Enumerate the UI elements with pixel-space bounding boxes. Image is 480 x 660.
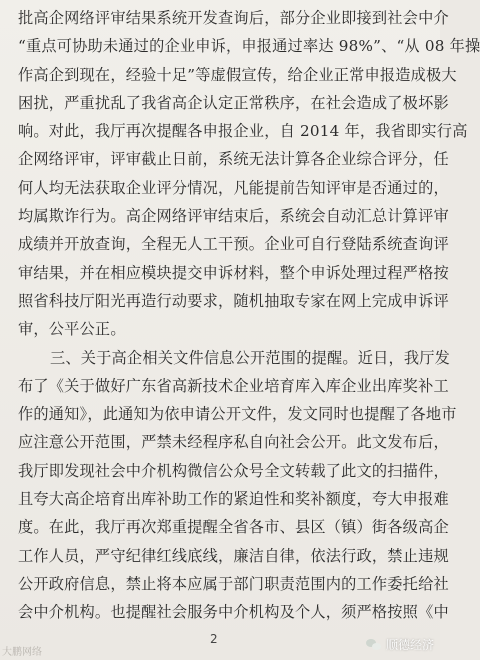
text-line: 企网络评审，评审截止日前，系统无法计算各企业综合评分，任 [18,150,449,169]
text-line: 审结果，并在相应模块提交申诉材料，整个申诉处理过程严格按 [18,263,449,282]
text-line: “重点可协助未通过的企业申诉，申报通过率达 98%”、“从 08 年操 [18,37,480,56]
section-heading-line: 三、关于高企相关文件信息公开范围的提醒。近日，我厅发 [50,348,451,367]
text-line: 批高企网络评审结果系统开发查询后，部分企业即接到社会中介 [18,9,449,27]
text-line: 作高企到现在，经验十足”等虚假宣传，给企业正常申报造成极大 [18,65,457,84]
text-line: 布了《关于做好广东省高新技术企业培育库入库企业出库奖补工 [18,376,449,395]
text-line: 何人均无法获取企业评分情况，凡能提前告知评审是否通过的， [18,178,449,197]
text-line: 审，公平公正。 [18,320,126,339]
text-line: 成绩并开放查询，全程无人工干预。企业可自行登陆系统查询评 [18,235,449,254]
text-line: 且夸大高企培育出库补助工作的紧迫性和奖补额度，夸大申报难 [18,490,449,509]
text-line: 公开政府信息，禁止将本应属于部门职责范围内的工作委托给社 [18,574,449,593]
text-line: 工作人员，严守纪律红线底线，廉洁自律，依法行政，禁止违规 [18,546,449,565]
document-body [18,4,480,627]
wechat-icon [366,638,382,652]
text-line: 困扰，严重扰乱了我省高企认定正常秩序，在社会造成了极坏影 [18,93,449,112]
watermark-right [366,636,434,653]
watermark-right-label: 顺德经济 [385,638,434,652]
page-number: 2 [210,632,218,646]
text-line: 响。对此，我厅再次提醒各申报企业，自 2014 年，我省即实行高 [18,122,468,141]
text-line: 照省科技厅阳光再造行动要求，随机抽取专家在网上完成申诉评 [18,291,449,310]
text-line: 应注意公开范围，严禁未经程序私自向社会公开。此文发布后， [18,433,449,452]
text-line: 我厅即发现社会中介机构微信公众号全文转载了此文的扫描件， [18,461,449,480]
watermark-left: 大鹏网络 [2,647,42,658]
text-line: 度。在此，我厅再次郑重提醒全省各市、县区（镇）街各级高企 [18,518,449,537]
text-line: 均属欺诈行为。高企网络评审结束后，系统会自动汇总计算评审 [18,207,449,226]
text-line: 会中介机构。也提醒社会服务中介机构及个人，须严格按照《中 [18,603,449,622]
text-line: 作的通知》，此通知为依申请公开文件，发文同时也提醒了各地市 [18,405,457,424]
